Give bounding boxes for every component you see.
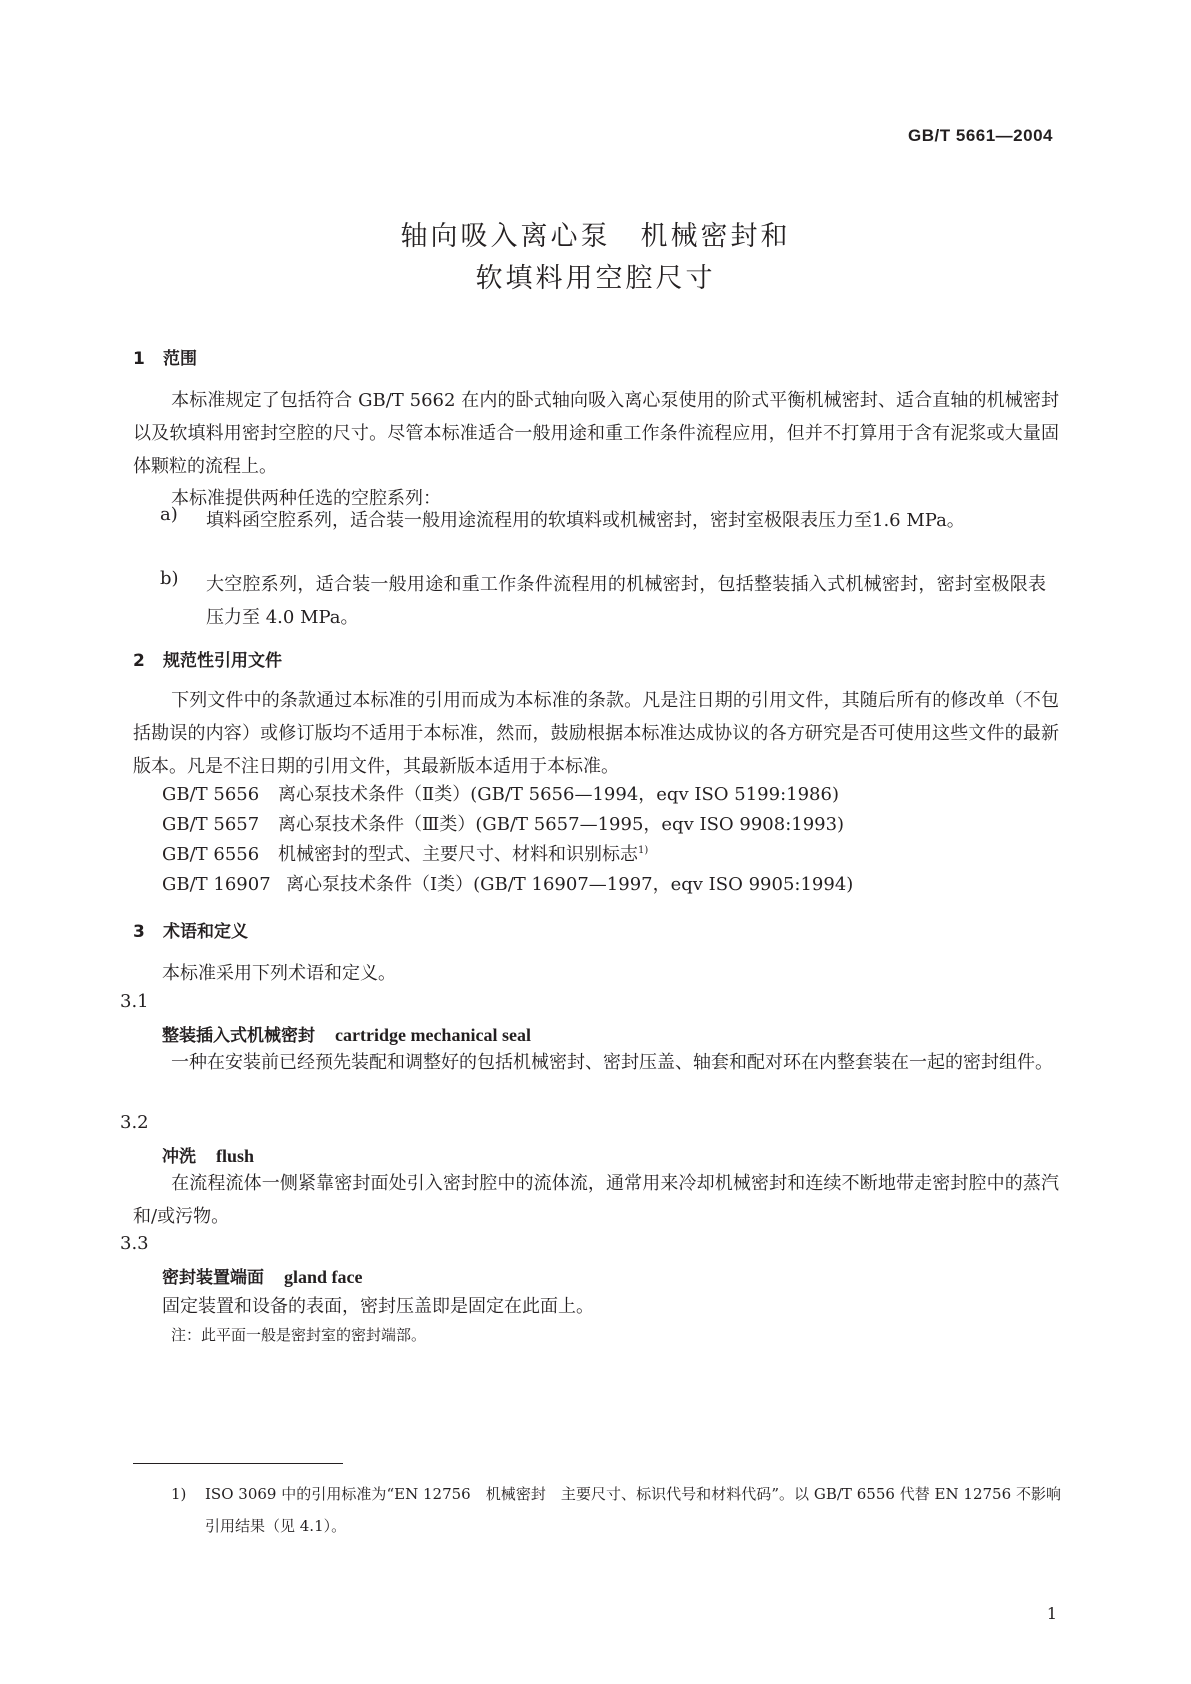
term-chinese: 冲洗 [162,1147,196,1167]
paragraph-text: 本标准提供两种任选的空腔系列： [171,488,441,509]
definition-text: 在流程流体一侧紧靠密封面处引入密封腔中的流体流，通常用来冷却机械密封和连续不断地带走密封腔中的蒸汽和/或污物。 [133,1173,1059,1227]
standard-number: GB/T 5661—2004 [908,126,1053,145]
reference-code: GB/T 5657 [162,814,260,835]
reference-code: GB/T 6556 [162,844,260,865]
footnote-mark: 1) [171,1485,187,1503]
list-text: 大空腔系列，适合装一般用途和重工作条件流程用的机械密封，包括整装插入式机械密封，密封室极限表压力至 4.0 MPa。 [206,574,1046,628]
reference-title: 机械密封的型式、主要尺寸、材料和识别标志 [278,844,638,865]
term-english: gland face [284,1267,363,1287]
section-2-heading [133,646,282,671]
reference-title: 离心泵技术条件（Ⅰ类）(GB/T 16907—1997，eqv ISO 9905:1994) [286,874,854,895]
paragraph-text: 本标准规定了包括符合 GB/T 5662 在内的卧式轴向吸入离心泵使用的阶式平衡机械密封、适合直轴的机械密封以及软填料用密封空腔的尺寸。尽管本标准适合一般用途和重工作条件流程应用，但并不打算用于含有泥浆或大量固体颗粒的流程上。 [133,390,1059,477]
reference-entry [162,870,853,896]
term-chinese: 密封装置端面 [162,1268,264,1288]
footnote-marker: 1) [638,845,649,856]
term-number-3-3: 3.3 [120,1233,149,1254]
footnote [171,1478,1061,1548]
document-title-line2: 软填料用空腔尺寸 [475,263,716,294]
term-3-3-note: 注：此平面一般是密封室的密封端部。 [171,1326,427,1344]
reference-code: GB/T 5656 [162,784,260,805]
section-number: 3 [133,922,145,942]
term-3-3-definition: 固定装置和设备的表面，密封压盖即是固定在此面上。 [162,1296,594,1317]
section-1-paragraph-1 [133,384,1059,483]
term-3-3 [162,1263,363,1288]
reference-entry [162,840,648,866]
term-number-3-2: 3.2 [120,1112,149,1133]
section-3-heading [133,917,248,942]
footnote-divider [133,1463,343,1464]
section-1-heading [133,344,197,369]
term-chinese: 整装插入式机械密封 [162,1026,315,1046]
list-item-a [160,504,1046,574]
paragraph-text: 下列文件中的条款通过本标准的引用而成为本标准的条款。凡是注日期的引用文件，其随后所有的修改单（不包括勘误的内容）或修订版均不适用于本标准，然而，鼓励根据本标准达成协议的各方研究是否可使用这些文件的最新版本。凡是不注日期的引用文件，其最新版本适用于本标准。 [133,690,1059,777]
reference-code: GB/T 16907 [162,874,271,895]
section-title: 规范性引用文件 [163,651,282,671]
section-2-paragraph-1 [133,684,1059,783]
section-3-paragraph-1: 本标准采用下列术语和定义。 [162,963,396,984]
page-number: 1 [1046,1604,1057,1623]
reference-entry [162,810,844,836]
list-text: 填料函空腔系列，适合装一般用途流程用的软填料或机械密封，密封室极限表压力至1.6 MPa。 [206,510,965,531]
definition-text: 一种在安装前已经预先装配和调整好的包括机械密封、密封压盖、轴套和配对环在内整套装在一起的密封组件。 [171,1052,1053,1073]
list-label: a) [160,504,178,525]
section-number: 1 [133,349,145,369]
section-title: 范围 [163,349,197,369]
term-english: cartridge mechanical seal [335,1025,531,1045]
term-3-1-definition [133,1046,1059,1079]
reference-title: 离心泵技术条件（Ⅱ类）(GB/T 5656—1994，eqv ISO 5199:1986) [278,784,839,805]
section-number: 2 [133,651,145,671]
footnote-text: ISO 3069 中的引用标准为“EN 12756 机械密封 主要尺寸、标识代号和材料代码”。以 GB/T 6556 代替 EN 12756 不影响引用结果（见 4.1）。 [205,1485,1061,1535]
term-3-1 [162,1021,531,1046]
list-label: b) [160,568,179,589]
section-title: 术语和定义 [163,922,248,942]
reference-title: 离心泵技术条件（Ⅲ类）(GB/T 5657—1995，eqv ISO 9908:1993) [278,814,845,835]
term-3-2-definition [133,1167,1059,1233]
term-english: flush [216,1146,255,1166]
term-number-3-1: 3.1 [120,991,149,1012]
reference-entry [162,780,839,806]
list-item-b [160,568,1046,638]
term-3-2 [162,1142,254,1167]
document-title-line1: 轴向吸入离心泵 机械密封和 [400,221,791,252]
